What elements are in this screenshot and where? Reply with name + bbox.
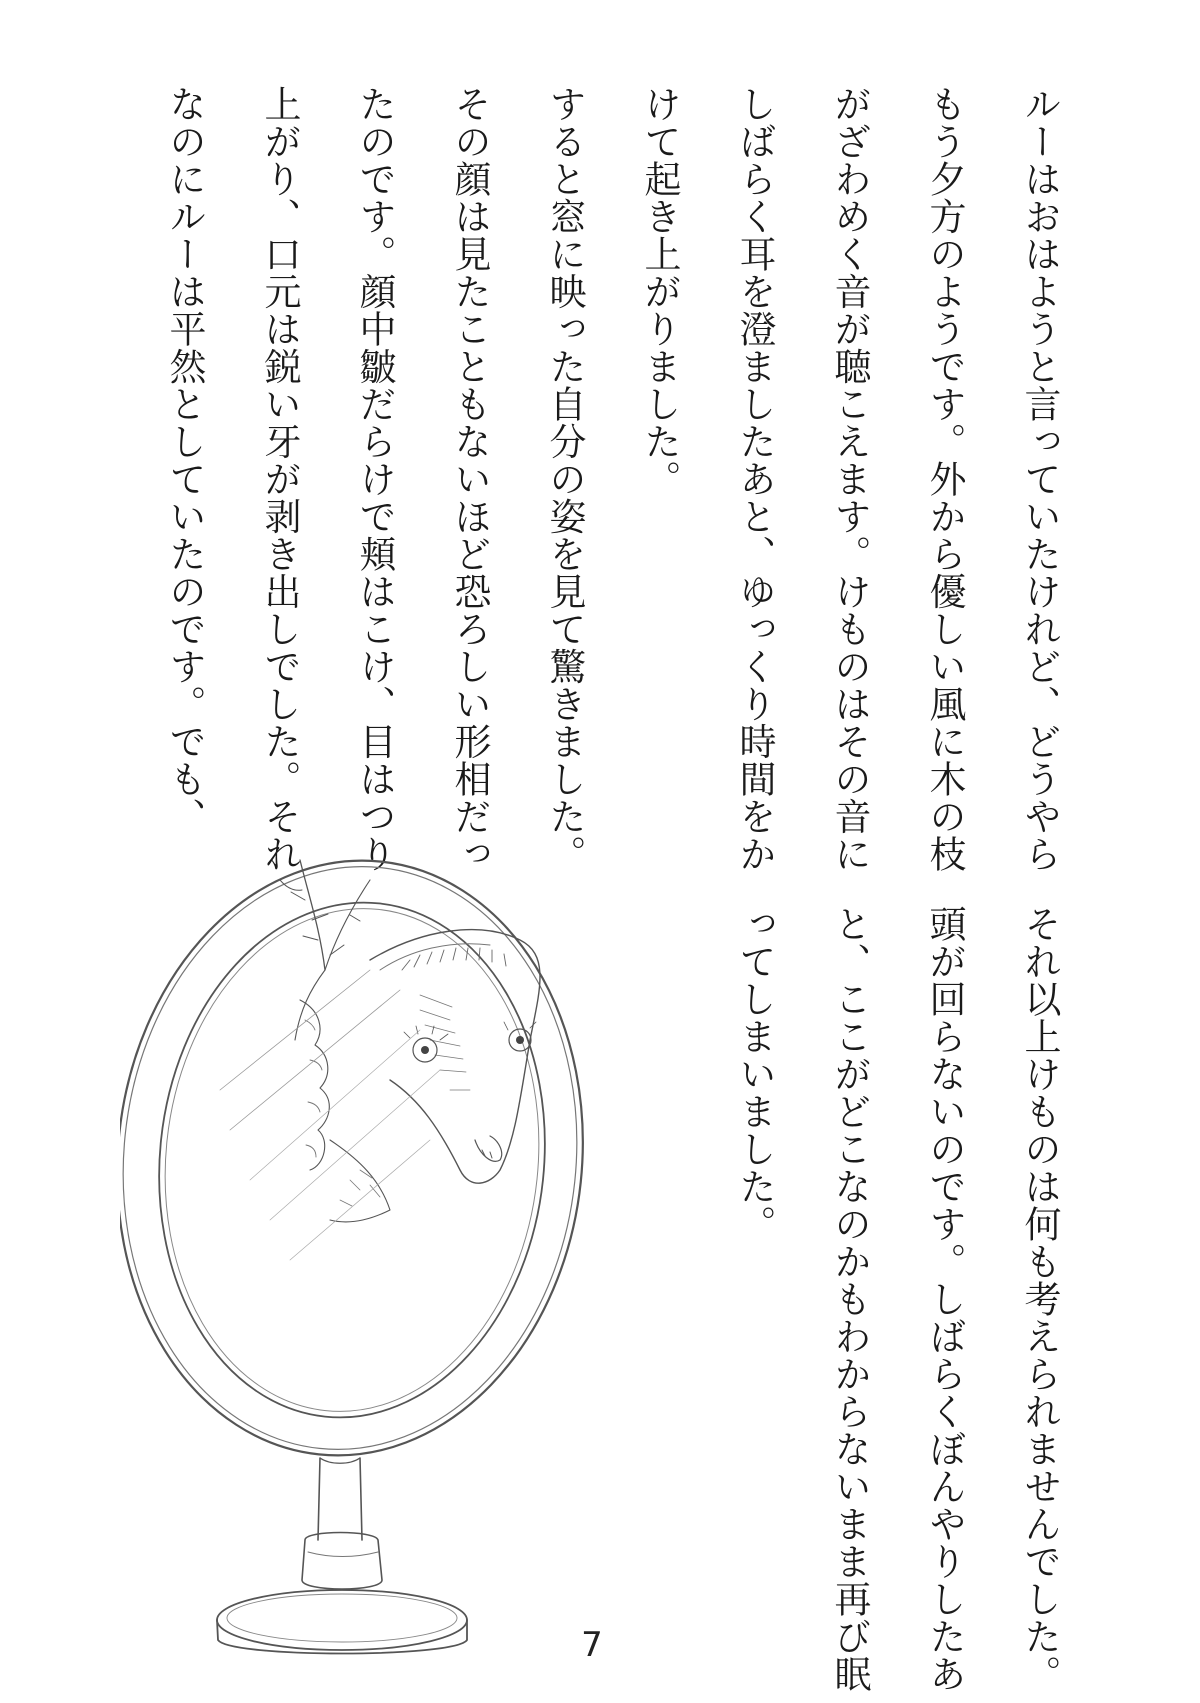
text-line-l4: ってしまいました。	[733, 905, 776, 1243]
text-line-u7: その顔は見たこともないほど恐ろしい形相だっ	[448, 85, 491, 873]
text-line-u2: もう夕方のようです。外から優しい風に木の枝	[923, 85, 966, 873]
text-line-l1: それ以上けものは何も考えられませんでした。	[1018, 905, 1061, 1693]
standing-mirror-sketch-icon	[120, 840, 640, 1670]
text-line-u5: けて起き上がりました。	[638, 85, 681, 498]
text-line-l2: 頭が回らないのです。しばらくぼんやりしたあ	[923, 905, 966, 1693]
text-line-u4: しばらく耳を澄ましたあと、ゆっくり時間をか	[733, 85, 776, 873]
text-line-u8: たのです。顔中皺だらけで頬はこけ、目はつり	[353, 85, 396, 873]
text-line-u3: がざわめく音が聴こえます。けものはその音に	[828, 85, 871, 873]
text-line-u9: 上がり、口元は鋭い牙が剥き出しでした。それ	[258, 85, 301, 873]
page-number: 7	[581, 1625, 603, 1665]
text-line-u1: ルーはおはようと言っていたけれど、どうやら	[1018, 85, 1061, 873]
text-line-u6: すると窓に映った自分の姿を見て驚きました。	[543, 85, 586, 873]
text-line-u10: なのにルーは平然としていたのです。でも、	[163, 85, 206, 835]
text-line-l3: と、ここがどこなのかもわからないまま再び眠	[828, 905, 871, 1693]
